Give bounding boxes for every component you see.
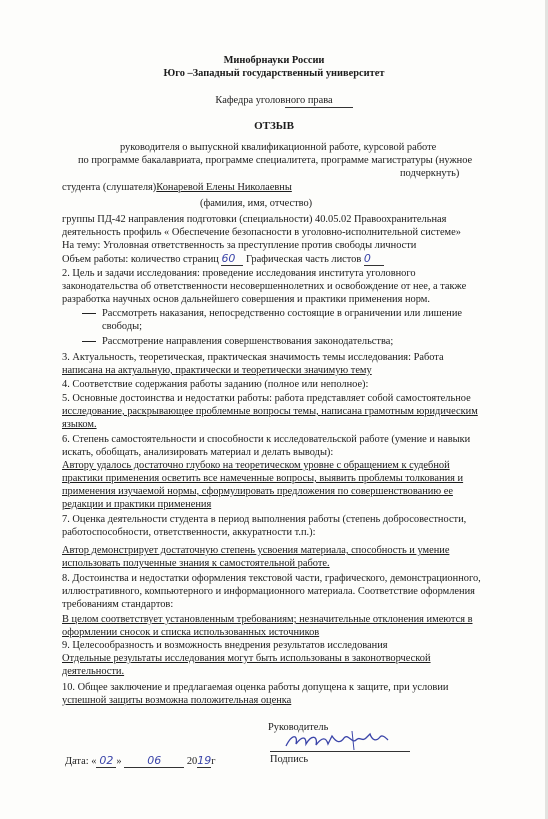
department-name: Кафедра уголовного права [215, 95, 333, 106]
s6-line-2: искать, обобщать, анализировать материал и делать выводы): [62, 447, 334, 458]
s2-line-1: 2. Цель и задачи исследования: проведение исследования института уголовного [62, 268, 416, 279]
signature-line [270, 751, 410, 752]
s6-line-3: Автору удалось достаточно глубоко на теоретическом уровне с обращением к судебной [62, 460, 450, 471]
student-line [62, 182, 292, 194]
volume-prefix: Объем работы: количество страниц [62, 254, 219, 265]
topic-line: На тему: Уголовная ответственность за преступление против свободы личности [62, 240, 417, 251]
s3-line-2: написана на актуальную, практически и теоретически значимую тему [62, 365, 372, 376]
s9-line-2: Отдельные результаты исследования могут быть использованы в законотворческой [62, 653, 431, 664]
s6-line-4: практики применения осветить все намеченные вопросы, выявить проблемы толкования и [62, 473, 464, 484]
s7-line-1: 7. Оценка деятельности студента в период выполнения работы (степень добросовестности, [62, 514, 467, 525]
date-prefix: Дата: « [65, 756, 97, 767]
intro-line-3: подчеркнуть) [400, 168, 460, 179]
s8-line-5: оформлении сносок и списка использованных источников [62, 627, 320, 638]
s3-line-1: 3. Актуальность, теоретическая, практическая значимость темы исследования: Работа [62, 352, 444, 363]
s2-line-2: законодательства об ответственности несовершеннолетних и освобождение от нее, а также [62, 281, 467, 292]
s10-line-2: успешной защиты возможна положительная оценка [62, 695, 292, 706]
s10-line-1: 10. Общее заключение и предлагаемая оценка работы допущена к защите, при условии [62, 682, 449, 693]
intro-line-2: по программе бакалавриата, программе специалитета, программе магистратуры (нужное [78, 155, 473, 166]
s9-line-3: деятельности. [62, 666, 125, 677]
s2-line-3: разработка научных основ дальнейшего совершения и практики применения норм. [62, 294, 430, 305]
s6-line-5: применения изучаемой нормы, сформулировать предложения по совершенствованию ее [62, 486, 453, 497]
s8-line-4: В целом соответствует установленным требованиям; незначительные отклонения имеются в [62, 614, 473, 625]
bullet-2-text: Рассмотрение направления совершенствования законодательства; [102, 336, 394, 347]
intro-line-1: руководителя о выпускной квалификационной работе, курсовой работе [120, 142, 437, 153]
date-quote: » [116, 756, 122, 767]
s7-line-4: использовать полученные знания к самостоятельной работе. [62, 558, 330, 569]
date-month: 06 [124, 755, 184, 768]
bullet-dash [82, 313, 96, 314]
student-name: Конаревой Елены Николаевны [156, 182, 292, 193]
s6-line-6: редакции и практики применения [62, 499, 212, 510]
signature-label: Подпись [270, 754, 309, 765]
document-title: ОТЗЫВ [254, 120, 294, 132]
s5-line-3: языком. [62, 419, 97, 430]
supervisor-label: Руководитель [268, 722, 329, 733]
student-prefix: студента (слушателя) [62, 182, 157, 193]
date-suffix: г [211, 756, 216, 767]
s5-line-2: исследование, раскрывающее проблемные вопросы темы, написана грамотным юридическим [62, 406, 478, 417]
department-underline [285, 107, 353, 108]
s8-line-3: требованиям стандартов: [62, 599, 174, 610]
university-name: Юго –Западный государственный университет [163, 68, 385, 79]
date-day: 02 [96, 755, 116, 768]
date-year: 19 [197, 754, 212, 767]
graphics-label: Графическая часть листов [246, 254, 362, 265]
name-caption: (фамилия, имя, отчество) [200, 198, 313, 209]
bullet-1-text: Рассмотреть наказания, непосредственно состоящие в ограничении или лишение [102, 308, 462, 319]
pages-value: 60 [221, 253, 243, 266]
group-line-1: группы ПД-42 направления подготовки (специальности) 40.05.02 Правоохранительная [62, 214, 447, 225]
s6-line-1: 6. Степень самостоятельности и способности к исследовательской работе (умение и навыки [62, 434, 471, 445]
bullet-1-cont: свободы; [102, 321, 142, 332]
bullet-2 [82, 336, 393, 348]
group-line-2: деятельность профиль « Обеспечение безопасности в уголовно-исполнительной системе» [62, 227, 461, 238]
s7-line-2: работоспособности, ответственности, аккуратности т.п.): [62, 527, 316, 538]
date-year-prefix: 20 [186, 756, 198, 767]
s8-line-1: 8. Достоинства и недостатки оформления текстовой части, графического, демонстрационного, [62, 573, 481, 584]
ministry-name: Минобрнауки России [223, 55, 325, 66]
s9-line-1: 9. Целесообразность и возможность внедрения результатов исследования [62, 640, 388, 651]
graphics-value: 0 [364, 253, 384, 266]
volume-line [62, 253, 384, 266]
s7-line-3: Автор демонстрирует достаточную степень усвоения материала, способность и умение [62, 545, 450, 556]
bullet-1 [82, 308, 462, 320]
s4-line: 4. Соответствие содержания работы заданию (полное или неполное): [62, 379, 369, 390]
bullet-dash [82, 341, 96, 342]
s8-line-2: иллюстративного, компьютерного и информационного материала. Соответствие оформления [62, 586, 475, 597]
s5-line-1: 5. Основные достоинства и недостатки работы: работа представляет собой самостоятельное [62, 393, 471, 404]
date-line [65, 755, 215, 768]
